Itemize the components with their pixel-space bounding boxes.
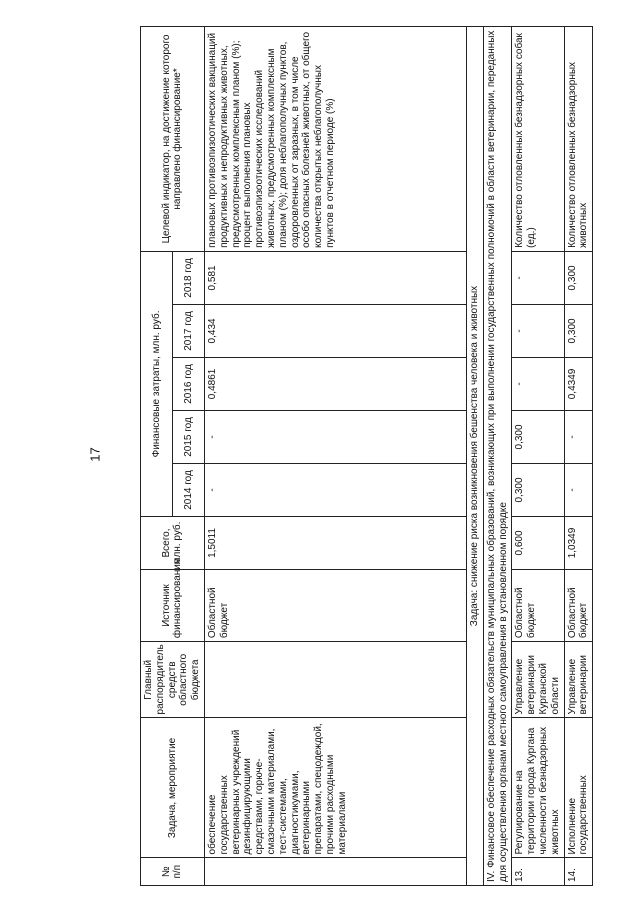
- cell-source: Областной бюджет: [564, 570, 593, 642]
- cell-y2014: 0,300: [512, 463, 564, 516]
- cell-total: 1,5011: [204, 516, 466, 569]
- section-heading-row: [483, 27, 512, 886]
- header-row: [141, 27, 173, 886]
- header-year: 2017 год: [172, 304, 204, 357]
- header-year: 2018 год: [172, 251, 204, 304]
- program-table: [140, 26, 593, 886]
- page-number: 17: [87, 447, 103, 462]
- cell-y2018: 0,300: [564, 251, 593, 304]
- table-row-continued: [204, 27, 466, 886]
- cell-y2017: 0,434: [204, 304, 466, 357]
- cell-y2018: -: [512, 251, 564, 304]
- task-heading: Задача: снижение риска возникновения бешенства человека и животных: [466, 27, 483, 886]
- cell-y2016: 0,4349: [564, 357, 593, 410]
- cell-task: Исполнение государственных: [564, 718, 593, 858]
- header-year: 2015 год: [172, 410, 204, 463]
- header-num: № п/п: [141, 858, 205, 886]
- rotated-table-wrapper: [140, 26, 590, 886]
- cell-y2015: 0,300: [512, 410, 564, 463]
- cell-y2016: 0,4861: [204, 357, 466, 410]
- cell-num: [204, 858, 466, 886]
- cell-indicator: Количество отловленных безнадзорных животных: [564, 27, 593, 252]
- cell-y2014: -: [204, 463, 466, 516]
- cell-y2015: -: [564, 410, 593, 463]
- header-costs-group: Финансовые затраты, млн. руб.: [141, 251, 173, 516]
- cell-source: Областной бюджет: [512, 570, 564, 642]
- header-task: Задача, мероприятие: [141, 718, 205, 858]
- cell-distributor: [204, 642, 466, 718]
- cell-y2018: 0,581: [204, 251, 466, 304]
- cell-y2017: 0,300: [564, 304, 593, 357]
- cell-num: 14.: [564, 858, 593, 886]
- header-source: Источник финансирования: [141, 570, 205, 642]
- cell-task: Регулирование на территории города Кургана численности безнадзорных животных: [512, 718, 564, 858]
- cell-distributor: Управление ветеринарии: [564, 642, 593, 718]
- cell-y2017: -: [512, 304, 564, 357]
- table-row: [564, 27, 593, 886]
- cell-task: обеспечение государственных ветеринарных учреждений дезинфицирующими средствами, горюче-смазочными материалами, тест-системами, диагностикумами, ветеринарными препаратами, спецодеждой, прочими расходными материалами: [204, 718, 466, 858]
- header-year: 2014 год: [172, 463, 204, 516]
- task-heading-row: [466, 27, 483, 886]
- header-total: Всего, млн. руб.: [141, 516, 205, 569]
- header-year: 2016 год: [172, 357, 204, 410]
- cell-y2014: -: [564, 463, 593, 516]
- cell-indicator: Количество отловленных безнадзорных собак (ед.): [512, 27, 564, 252]
- cell-total: 1,0349: [564, 516, 593, 569]
- cell-y2015: -: [204, 410, 466, 463]
- cell-num: 13.: [512, 858, 564, 886]
- cell-distributor: Управление ветеринарии Курганской области: [512, 642, 564, 718]
- header-indicator: Целевой индикатор, на достижение которого направлено финансирование*: [141, 27, 205, 252]
- cell-total: 0,600: [512, 516, 564, 569]
- header-distributor: Главный распорядитель средств областного бюджета: [141, 642, 205, 718]
- cell-indicator: плановых противоэпизоотических вакцинаций продуктивных и непродуктивных животных, предусмотренных комплексным планом (%); процент выполнения плановых противоэпизоотических исследований животных, предусмотренных комплексным планом (%); доля неблагополучных пунктов, оздоровленных от заразных, в том числе особо опасных болезней животных, от общего количества открытых неблагополучных пунктов в отчетном периоде (%): [204, 27, 466, 252]
- cell-y2016: -: [512, 357, 564, 410]
- cell-source: Областной бюджет: [204, 570, 466, 642]
- table-row: [512, 27, 564, 886]
- section-heading: IV. Финансовое обеспечение расходных обязательств муниципальных образований, возникающих при выполнении государственных полномочий в области ветеринарии, переданных для осуществления органам местного самоуправления в установленном порядке: [483, 27, 512, 886]
